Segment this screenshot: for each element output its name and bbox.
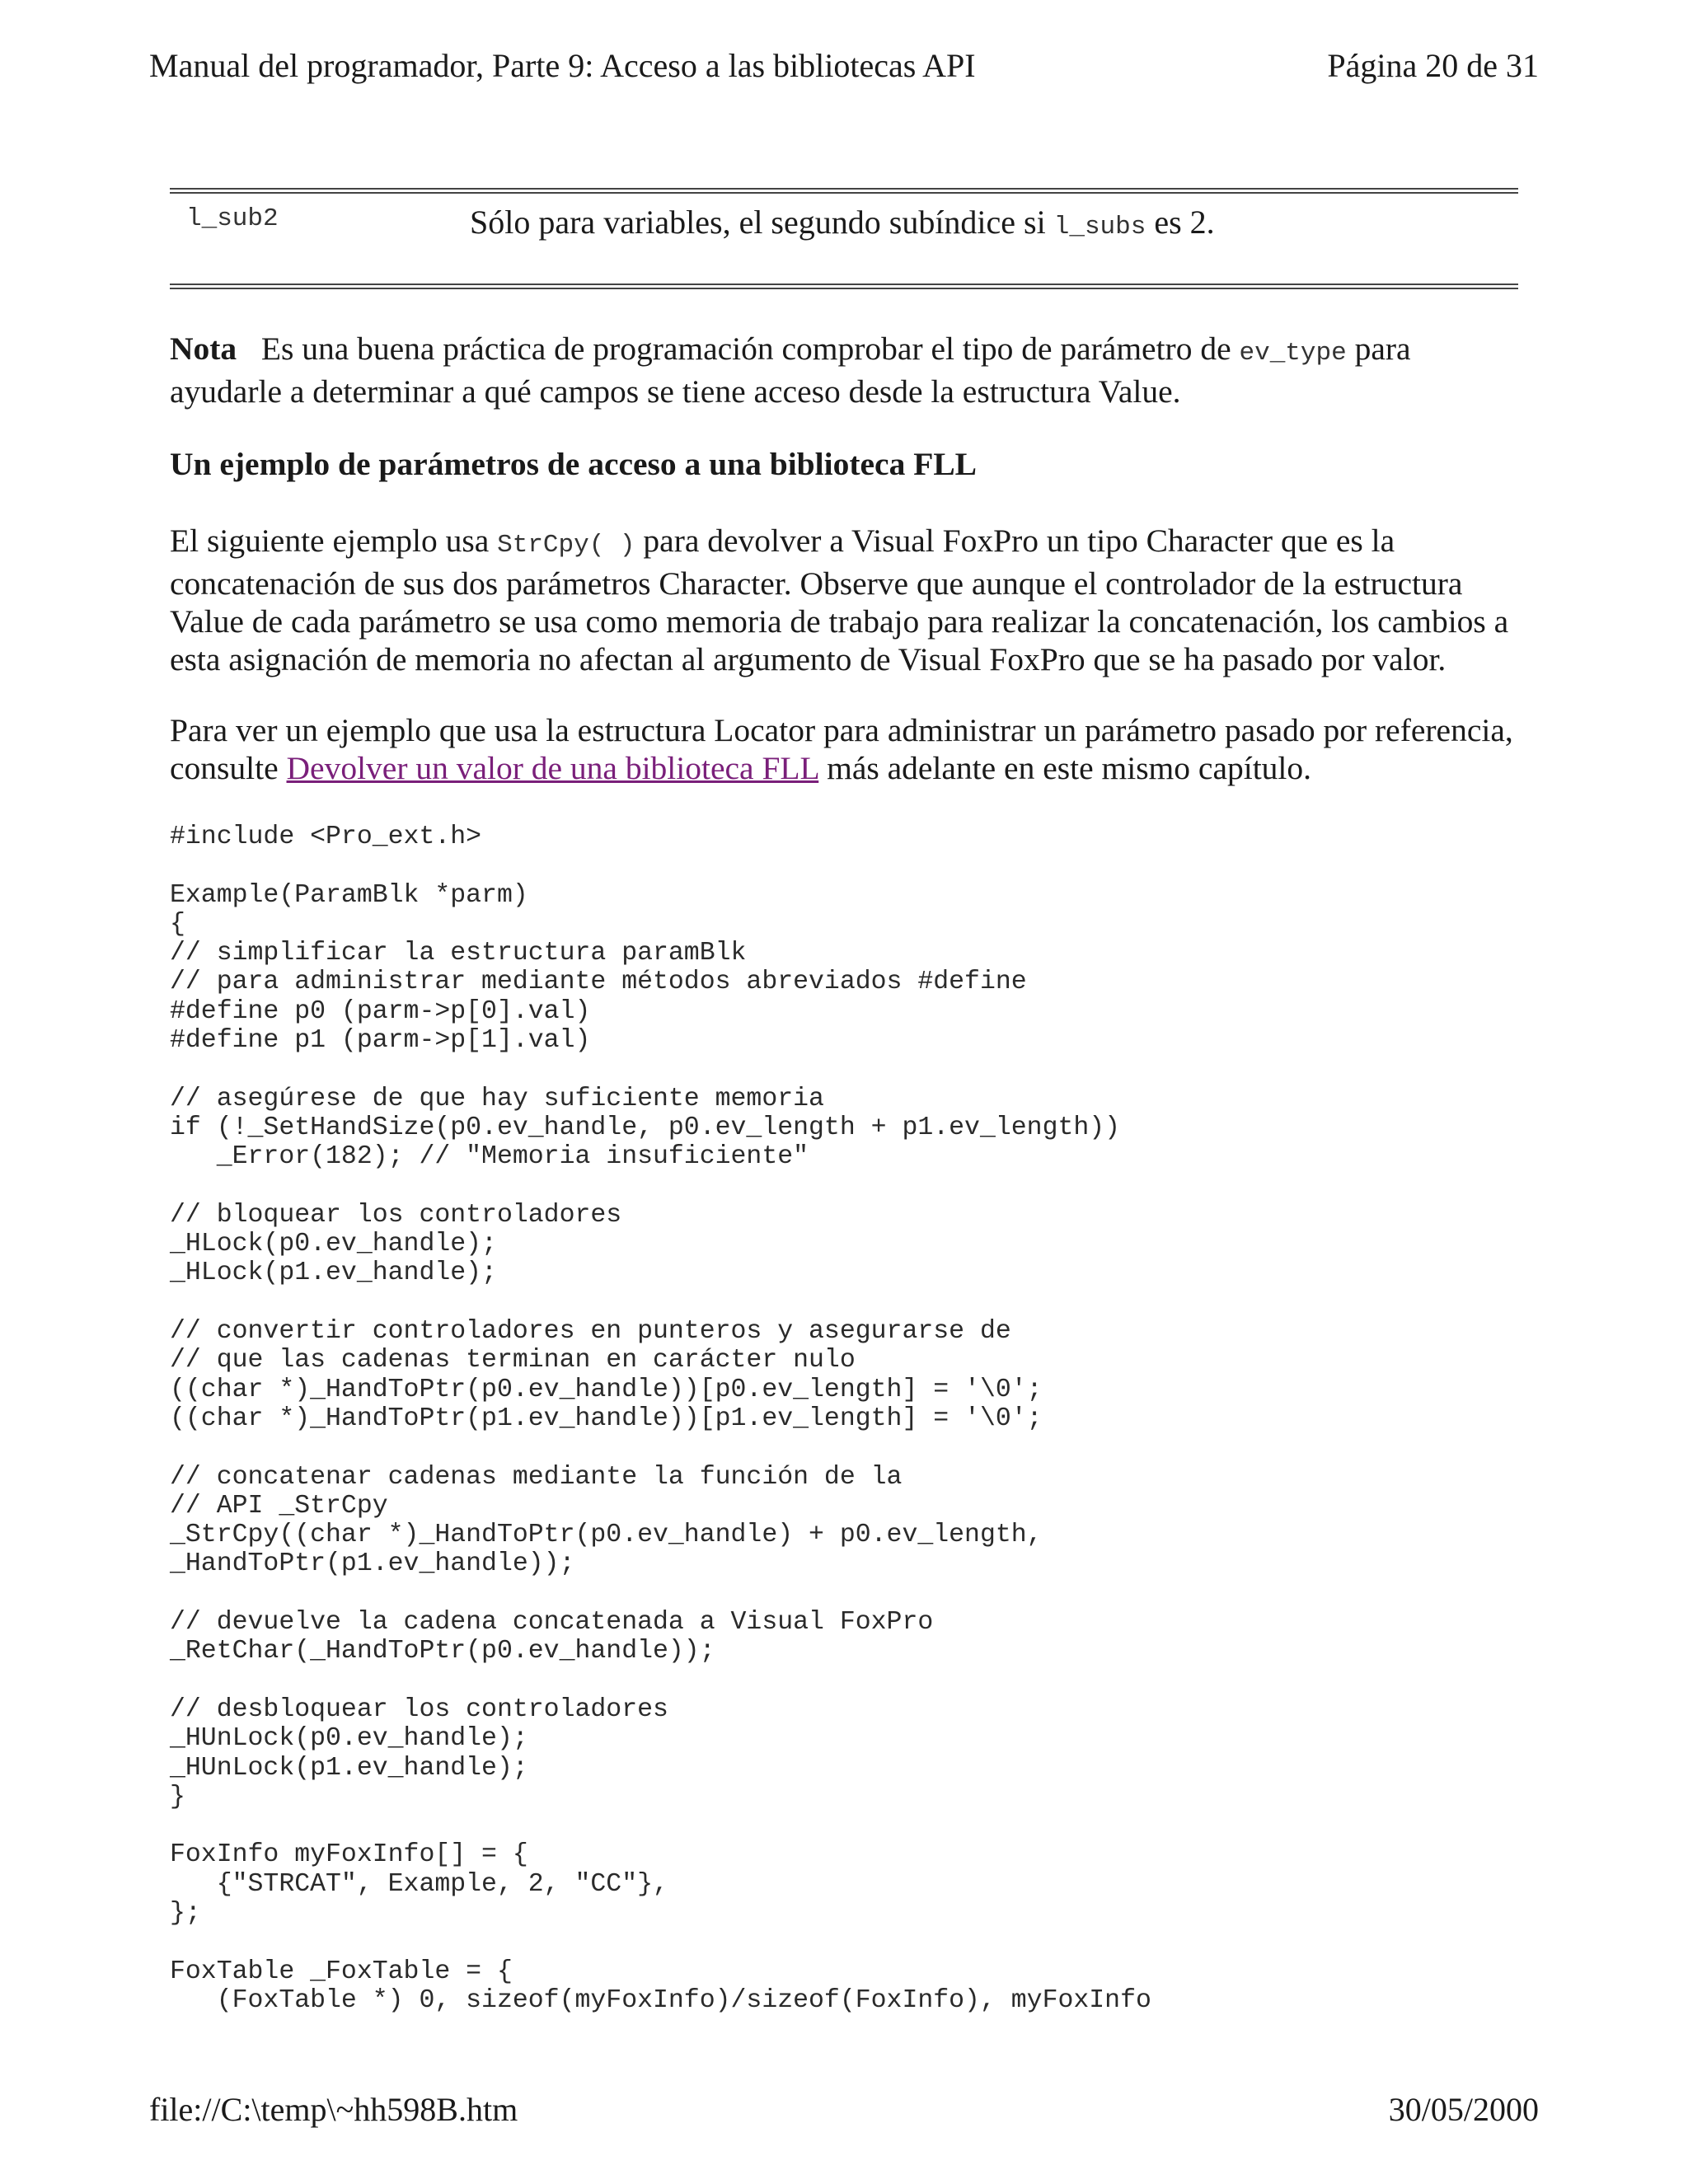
note-paragraph [170,330,1530,410]
paragraph-1-block [170,522,1530,678]
code-line: // convertir controladores en punteros y asegurarse de [170,1317,1011,1347]
code-line: #define p1 (parm->p[1].val) [170,1026,591,1056]
code-line: // que las cadenas terminan en carácter nulo [170,1346,856,1376]
code-line: // desbloquear los controladores [170,1694,668,1724]
code-line [170,1666,1530,1695]
paragraph-1 [170,522,1530,678]
print-date: 30/05/2000 [1388,2091,1539,2128]
code-line: // simplificar la estructura paramBlk [170,939,747,968]
code-line: _Error(182); // "Memoria insuficiente" [170,1142,809,1172]
code-line [170,1055,1530,1084]
code-line: _StrCpy((char *)_HandToPtr(p0.ev_handle) + p0.ev_length, [170,1521,1043,1550]
parameter-description-text: Sólo para variables, el segundo subíndice si [470,204,1054,241]
code-line: // devuelve la cadena concatenada a Visual FoxPro [170,1608,934,1638]
parameter-table-row [170,194,1518,285]
code-line: Example(ParamBlk *parm) [170,880,528,910]
paragraph-2 [170,711,1530,787]
code-line: if (!_SetHandSize(p0.ev_handle, p0.ev_length + p1.ev_length)) [170,1113,1121,1142]
code-line: ((char *)_HandToPtr(p0.ev_handle))[p0.ev_length] = '\0'; [170,1375,1043,1404]
note-text-start: Es una buena práctica de programación comprobar el tipo de parámetro de [260,330,1240,367]
code-line: // bloquear los controladores [170,1200,622,1230]
code-line: FoxInfo myFoxInfo[] = { [170,1840,528,1870]
code-line: #include <Pro_ext.h> [170,823,482,851]
page-header [149,46,1539,96]
paragraph-2-block [170,711,1530,787]
code-line: _HUnLock(p0.ev_handle); [170,1724,528,1754]
table-bottom-rule [170,284,1518,289]
page-number: Página 20 de 31 [1327,47,1539,84]
section-title: Un ejemplo de parámetros de acceso a una biblioteca FLL [170,446,978,482]
code-line: // API _StrCpy [170,1491,388,1521]
code-line [170,851,1530,880]
page-footer [149,2090,1539,2139]
file-path: file://C:\temp\~hh598B.htm [149,2091,518,2128]
code-listing [170,823,1530,2015]
code-line [170,1172,1530,1201]
code-line [170,1433,1530,1462]
code-line: // asegúrese de que hay suficiente memoria [170,1084,824,1113]
note-block [170,330,1530,410]
code-line [170,1928,1530,1957]
code-line: // concatenar cadenas mediante la función de la [170,1462,903,1492]
code-line: } [170,1782,185,1811]
code-line: ((char *)_HandToPtr(p1.ev_handle))[p1.ev_length] = '\0'; [170,1404,1043,1433]
section-heading-block [170,445,1530,483]
code-line: // para administrar mediante métodos abreviados #define [170,968,1027,997]
code-line: _RetChar(_HandToPtr(p0.ev_handle)); [170,1637,715,1666]
table-top-rule [170,188,1518,194]
code-line [170,1811,1530,1840]
code-line: }; [170,1898,201,1928]
code-line: _HUnLock(p1.ev_handle); [170,1753,528,1783]
code-line: _HandToPtr(p1.ev_handle)); [170,1549,575,1579]
note-code: ev_type [1239,339,1347,368]
paragraph-1-start: El siguiente ejemplo usa [170,523,498,559]
code-line: _HLock(p0.ev_handle); [170,1230,497,1259]
parameter-description-end: es 2. [1146,204,1215,241]
document-title: Manual del programador, Parte 9: Acceso a las bibliotecas API [149,47,976,84]
code-line: {"STRCAT", Example, 2, "CC"}, [170,1869,668,1899]
note-label: Nota [170,330,237,367]
parameter-description [470,203,1215,241]
note-text-end: para ayudarle a determinar a qué campos se tiene acceso desde la estructura Value. [170,330,1411,410]
code-line: { [170,909,185,939]
paragraph-1-code: StrCpy( ) [497,531,635,560]
paragraph-2-start: Para ver un ejemplo que usa la estructura Locator para administrar un parámetro pasado por referencia, consulte [170,712,1513,786]
code-line: (FoxTable *) 0, sizeof(myFoxInfo)/sizeof(FoxInfo), myFoxInfo [170,1985,1151,2015]
code-line [170,1579,1530,1608]
code-line: _HLock(p1.ev_handle); [170,1258,497,1288]
parameter-name: l_sub2 [186,204,279,233]
parameter-description-code: l_subs [1053,213,1146,241]
code-line [170,1288,1530,1317]
paragraph-2-end: más adelante en este mismo capítulo. [818,750,1312,786]
fll-return-value-link[interactable]: Devolver un valor de una biblioteca FLL [286,750,819,786]
code-line: #define p0 (parm->p[0].val) [170,996,591,1026]
paragraph-1-end: para devolver a Visual FoxPro un tipo Character que es la concatenación de sus dos parámetros Character. Observe que aunque el controlador de la estructura Value de cada parámetro se usa como memoria de trabajo para realizar la concatenación, los cambios a esta asignación de memoria no afectan al argumento de Visual FoxPro que se ha pasado por valor. [170,523,1509,677]
code-line: FoxTable _FoxTable = { [170,1957,513,1986]
